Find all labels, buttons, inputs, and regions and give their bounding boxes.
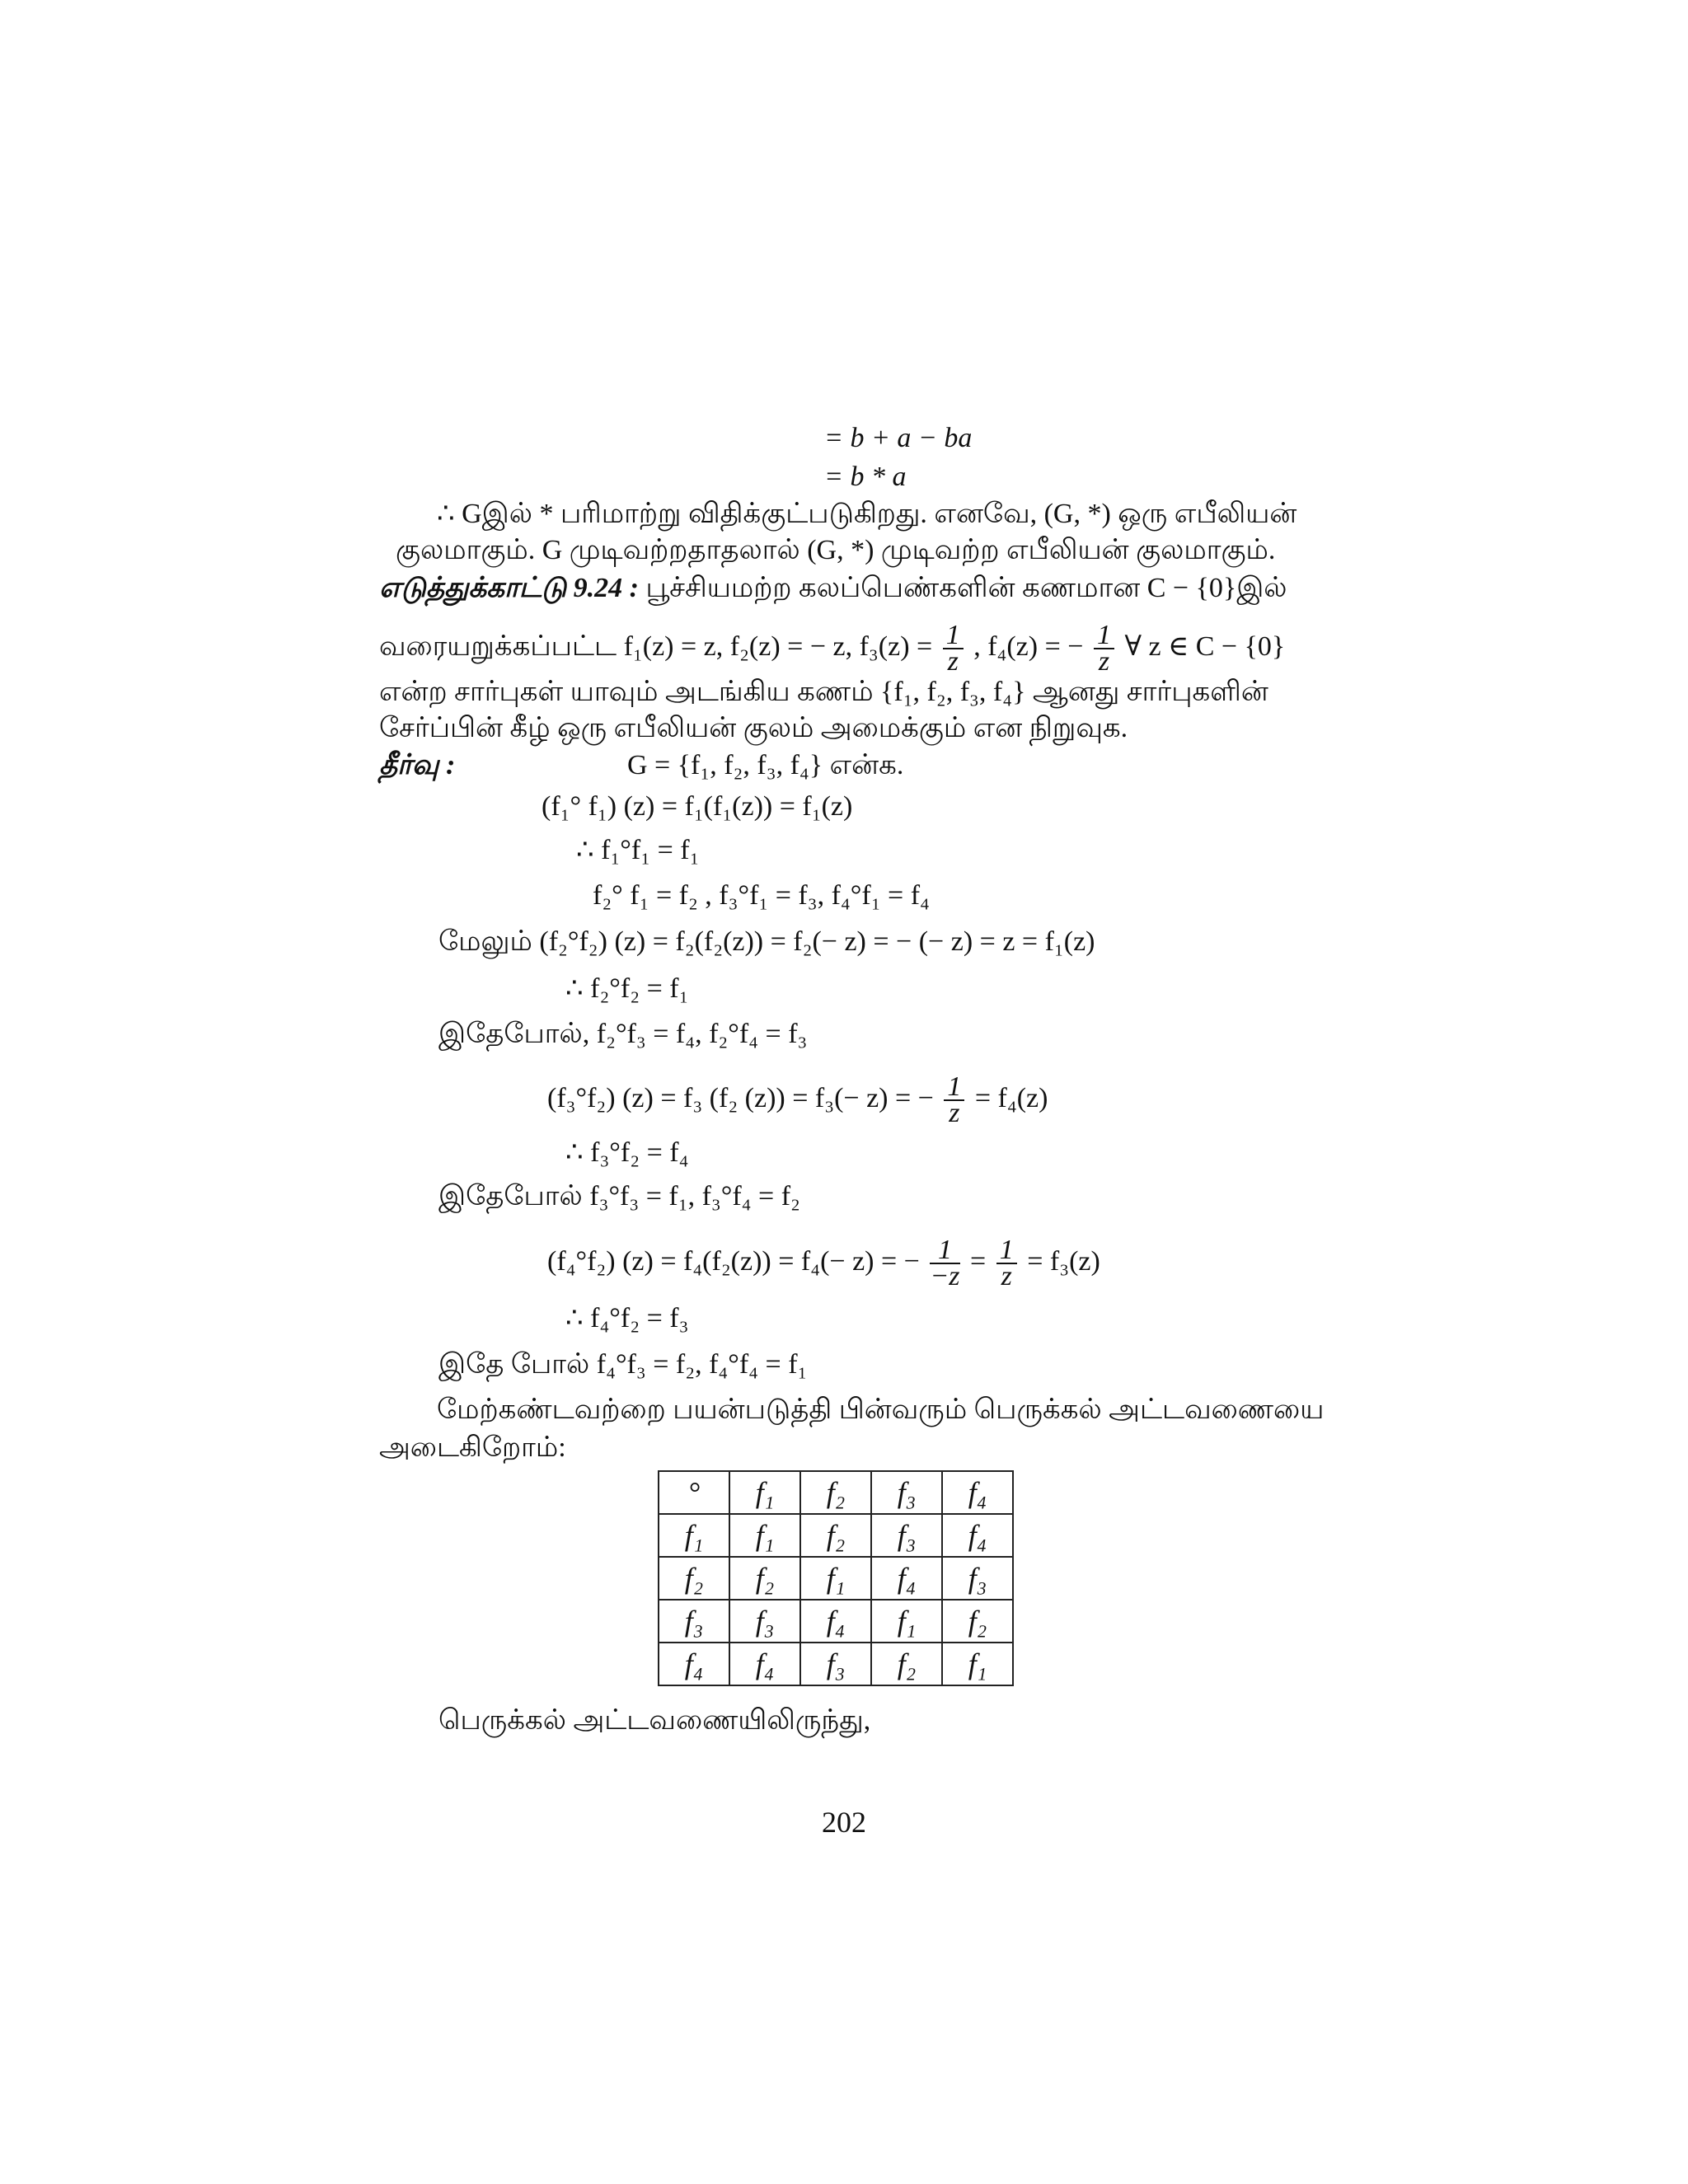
- table-cell: f₃: [659, 1600, 729, 1643]
- page-number: 202: [822, 1806, 866, 1839]
- fraction: [996, 1235, 1017, 1291]
- table-cell: f₂: [800, 1514, 871, 1557]
- solution-statement: G = {f₁, f₂, f₃, f₄} என்க.: [627, 750, 904, 780]
- denominator: −z: [930, 1261, 960, 1291]
- table-row: [659, 1514, 1013, 1557]
- table-cell: f₁: [659, 1514, 729, 1557]
- equation-line: f₂° f₁ = f₂ , f₃°f₁ = f₃, f₄°f₁ = f₄: [593, 880, 930, 911]
- equation-line: இதே போல் f₄°f₃ = f₂, f₄°f₄ = f₁: [438, 1349, 808, 1380]
- table-header-cell: f₂: [800, 1471, 871, 1514]
- table-header-cell: f₃: [871, 1471, 942, 1514]
- table-cell: f₁: [871, 1600, 942, 1643]
- equation-text: (f₃°f₂) (z) = f₃ (f₂ (z)) = f₃(− z) = −: [547, 1082, 934, 1113]
- paragraph-line: குலமாகும். G முடிவற்றதாதலால் (G, *) முடிவற்ற எபீலியன் குலமாகும்.: [396, 535, 1276, 565]
- denominator: z: [947, 646, 959, 677]
- table-cell: f₄: [800, 1600, 871, 1643]
- table-header-cell: °: [659, 1471, 729, 1514]
- fraction: [943, 620, 964, 677]
- denominator: z: [949, 1098, 960, 1128]
- table-cell: f₄: [871, 1557, 942, 1600]
- table-cell: f₃: [800, 1643, 871, 1685]
- equation-line: [547, 1235, 1100, 1291]
- denominator: z: [1098, 646, 1110, 677]
- numerator: 1: [930, 1238, 959, 1264]
- equation-text: = f₄(z): [974, 1082, 1048, 1113]
- table-header-cell: f₁: [729, 1471, 800, 1514]
- equation-text: =: [970, 1245, 987, 1277]
- equation-line: இதேபோல் f₃°f₃ = f₁, f₃°f₄ = f₂: [438, 1181, 800, 1212]
- numerator: 1: [996, 1238, 1017, 1264]
- equation-text: (f₄°f₂) (z) = f₄(f₂(z)) = f₄(− z) = −: [547, 1245, 920, 1277]
- table-header-row: [659, 1471, 1013, 1514]
- paragraph-line: பெருக்கல் அட்டவணையிலிருந்து,: [438, 1705, 871, 1736]
- equation-line: (f₁° f₁) (z) = f₁(f₁(z)) = f₁(z): [542, 791, 853, 822]
- paragraph-line: அடைகிறோம்:: [379, 1432, 566, 1463]
- composition-table: [658, 1470, 1014, 1686]
- numerator: 1: [944, 1075, 964, 1101]
- table-cell: f₄: [659, 1643, 729, 1685]
- equation-line: ∴ f₁°f₁ = f₁: [576, 835, 700, 865]
- example-text: பூச்சியமற்ற கலப்பெண்களின் கணமான C − {0}இல்: [645, 573, 1287, 603]
- table-cell: f₄: [729, 1643, 800, 1685]
- paragraph-line: சேர்ப்பின் கீழ் ஒரு எபீலியன் குலம் அமைக்கும் என நிறுவுக.: [379, 713, 1128, 743]
- table-cell: f₂: [871, 1643, 942, 1685]
- table-header-cell: f₄: [942, 1471, 1013, 1514]
- solution-label: தீர்வு :: [379, 750, 456, 780]
- table-row: [659, 1600, 1013, 1643]
- equation-line: மேலும் (f₂°f₂) (z) = f₂(f₂(z)) = f₂(− z) = − (− z) = z = f₁(z): [438, 926, 1095, 957]
- table-cell: f₁: [800, 1557, 871, 1600]
- definition-text: வரையறுக்கப்பட்ட f₁(z) = z, f₂(z) = − z, f₃(z) =: [379, 630, 933, 662]
- table-cell: f₃: [871, 1514, 942, 1557]
- numerator: 1: [943, 623, 964, 649]
- table-cell: f₄: [942, 1514, 1013, 1557]
- denominator: z: [1001, 1261, 1012, 1291]
- numerator: 1: [1094, 623, 1114, 649]
- fraction: [944, 1071, 964, 1128]
- example-label: எடுத்துக்காட்டு 9.24 :: [379, 573, 639, 603]
- table-cell: f₂: [942, 1600, 1013, 1643]
- example-heading: [379, 570, 1287, 607]
- equation-line: [547, 1071, 1048, 1128]
- equation-line: = b * a: [824, 462, 907, 492]
- equation-line: ∴ f₄°f₂ = f₃: [565, 1303, 689, 1333]
- table-cell: f₁: [729, 1514, 800, 1557]
- equation-line: ∴ f₂°f₂ = f₁: [565, 973, 689, 1004]
- paragraph-line: என்ற சார்புகள் யாவும் அடங்கிய கணம் {f₁, f₂, f₃, f₄} ஆனது சார்புகளின்: [379, 677, 1268, 707]
- table-cell: f₂: [659, 1557, 729, 1600]
- fraction: [930, 1235, 960, 1291]
- paragraph-line: ∴ Gஇல் * பரிமாற்று விதிக்குட்படுகிறது. எனவே, (G, *) ஒரு எபீலியன்: [437, 499, 1297, 529]
- equation-line: ∴ f₃°f₂ = f₄: [565, 1137, 689, 1168]
- table-cell: f₃: [729, 1600, 800, 1643]
- table-cell: f₁: [942, 1643, 1013, 1685]
- definition-text: ∀ z ∈ C − {0}: [1124, 630, 1286, 662]
- table-cell: f₂: [729, 1557, 800, 1600]
- equation-line: இதேபோல், f₂°f₃ = f₄, f₂°f₄ = f₃: [438, 1019, 808, 1049]
- equation-line: = b + a − ba: [824, 423, 973, 453]
- definition-text: , f₄(z) = −: [973, 630, 1084, 662]
- fraction: [1094, 620, 1114, 677]
- table-cell: f₃: [942, 1557, 1013, 1600]
- table-row: [659, 1643, 1013, 1685]
- equation-text: = f₃(z): [1027, 1245, 1100, 1277]
- paragraph-line: மேற்கண்டவற்றை பயன்படுத்தி பின்வரும் பெருக்கல் அட்டவணையை: [437, 1394, 1325, 1425]
- function-definition: [379, 620, 1286, 677]
- table-row: [659, 1557, 1013, 1600]
